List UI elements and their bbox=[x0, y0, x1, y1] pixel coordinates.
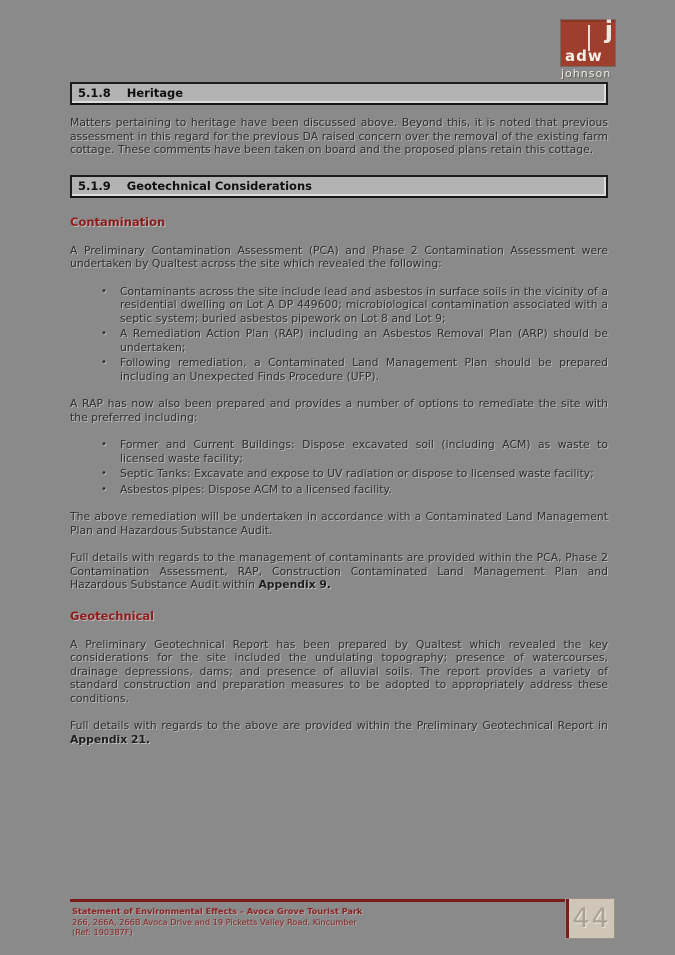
logo-j-letter: j bbox=[604, 16, 613, 44]
footer-reference: (Ref: 190387F) bbox=[72, 927, 133, 937]
bullet-icon: • bbox=[101, 328, 107, 339]
geotechnical-paragraph: A Preliminary Geotechnical Report has been prepared by Qualtest which revealed the key considerations for the site included the undulating topography; presence of watercourses, drainage depressions, dams; and presence of alluvial soils. The report provides a variety of standard construction and preparation measures to be adopted to appropriately address these conditions. bbox=[70, 637, 608, 705]
appendix-reference: Appendix 9. bbox=[258, 578, 332, 591]
section-number: 5.1.8 bbox=[78, 86, 111, 100]
footer-document-title: Statement of Environmental Effects – Avoca Grove Tourist Park bbox=[72, 906, 363, 916]
page-number: 44 bbox=[572, 903, 611, 934]
bullet-icon: • bbox=[101, 285, 107, 297]
document-content bbox=[70, 82, 608, 760]
paragraph-text: Full details with regards to the management of contaminants are provided within the PCA, Phase 2 Contamination Assessment, RAP, Construction Contaminated Land Management Plan and Hazardous Substance Audit within bbox=[70, 551, 608, 591]
section-title: Geotechnical Considerations bbox=[126, 178, 312, 193]
appendix-reference: Appendix 21. bbox=[70, 732, 151, 746]
geotechnical-details-paragraph bbox=[70, 719, 608, 746]
contamination-subheading: Contamination bbox=[70, 214, 166, 229]
logo-johnson-text: johnson bbox=[561, 67, 612, 80]
logo-square bbox=[561, 16, 615, 66]
footer-text-block bbox=[72, 906, 502, 938]
adw-johnson-logo bbox=[561, 16, 619, 80]
remediation-note-paragraph: The above remediation will be undertaken in accordance with a Contaminated Land Management Plan and Hazardous Substance Audit. bbox=[70, 510, 608, 537]
remediation-options-list bbox=[70, 438, 608, 496]
section-title: Heritage bbox=[126, 86, 184, 100]
geotechnical-subheading: Geotechnical bbox=[70, 608, 155, 623]
list-item bbox=[101, 356, 608, 383]
heritage-paragraph: Matters pertaining to heritage have been discussed above. Beyond this, it is noted that previous assessment in this regard for the previous DA raised concern over the removal of the existing farm cottage. These comments have been taken on board and the proposed plans retain this cottage. bbox=[70, 116, 608, 156]
section-heading-geotechnical-considerations bbox=[70, 175, 608, 198]
bullet-icon: • bbox=[101, 357, 107, 368]
section-number: 5.1.9 bbox=[78, 178, 111, 193]
list-item bbox=[101, 482, 608, 497]
list-item-text: Asbestos pipes: Dispose ACM to a licensed facility. bbox=[120, 482, 392, 496]
list-item bbox=[101, 284, 608, 326]
bullet-icon: • bbox=[101, 483, 107, 495]
rap-intro-paragraph: A RAP has now also been prepared and provides a number of options to remediate the site with the preferred including: bbox=[70, 397, 608, 424]
bullet-icon: • bbox=[101, 468, 107, 479]
bullet-icon: • bbox=[101, 439, 107, 450]
list-item bbox=[101, 467, 608, 481]
logo-adw-text: adw bbox=[565, 47, 603, 65]
list-item-text: A Remediation Action Plan (RAP) including an Asbestos Removal Plan (ARP) should be undertaken; bbox=[120, 327, 608, 354]
list-item-text: Former and Current Buildings: Dispose excavated soil (including ACM) as waste to licensed waste facility; bbox=[120, 438, 608, 465]
contamination-details-paragraph bbox=[70, 551, 608, 592]
paragraph-text: Full details with regards to the above are provided within the Preliminary Geotechnical Report in bbox=[70, 719, 608, 732]
footer-address: 266, 266A, 266B Avoca Drive and 19 Picketts Valley Road, Kincumber bbox=[72, 916, 357, 927]
list-item-text: Following remediation, a Contaminated Land Management Plan should be prepared including an Unexpected Finds Procedure (UFP). bbox=[120, 356, 608, 383]
list-item bbox=[101, 327, 608, 354]
list-item bbox=[101, 438, 608, 465]
section-heading-heritage bbox=[70, 82, 608, 105]
list-item-text: Contaminants across the site include lead and asbestos in surface soils in the vicinity of a residential dwelling on Lot A DP 449600; microbiological contamination associated with a septic system; buried asbestos pipework on Lot 8 and Lot 9; bbox=[120, 284, 608, 325]
contamination-findings-list bbox=[70, 285, 608, 384]
contamination-intro-paragraph: A Preliminary Contamination Assessment (PCA) and Phase 2 Contamination Assessment were undertaken by Qualtest across the site which revealed the following: bbox=[70, 243, 608, 270]
page-number-box bbox=[566, 899, 614, 938]
list-item-text: Septic Tanks: Excavate and expose to UV radiation or dispose to licensed waste facility; bbox=[120, 467, 594, 480]
footer-rule bbox=[70, 899, 612, 902]
